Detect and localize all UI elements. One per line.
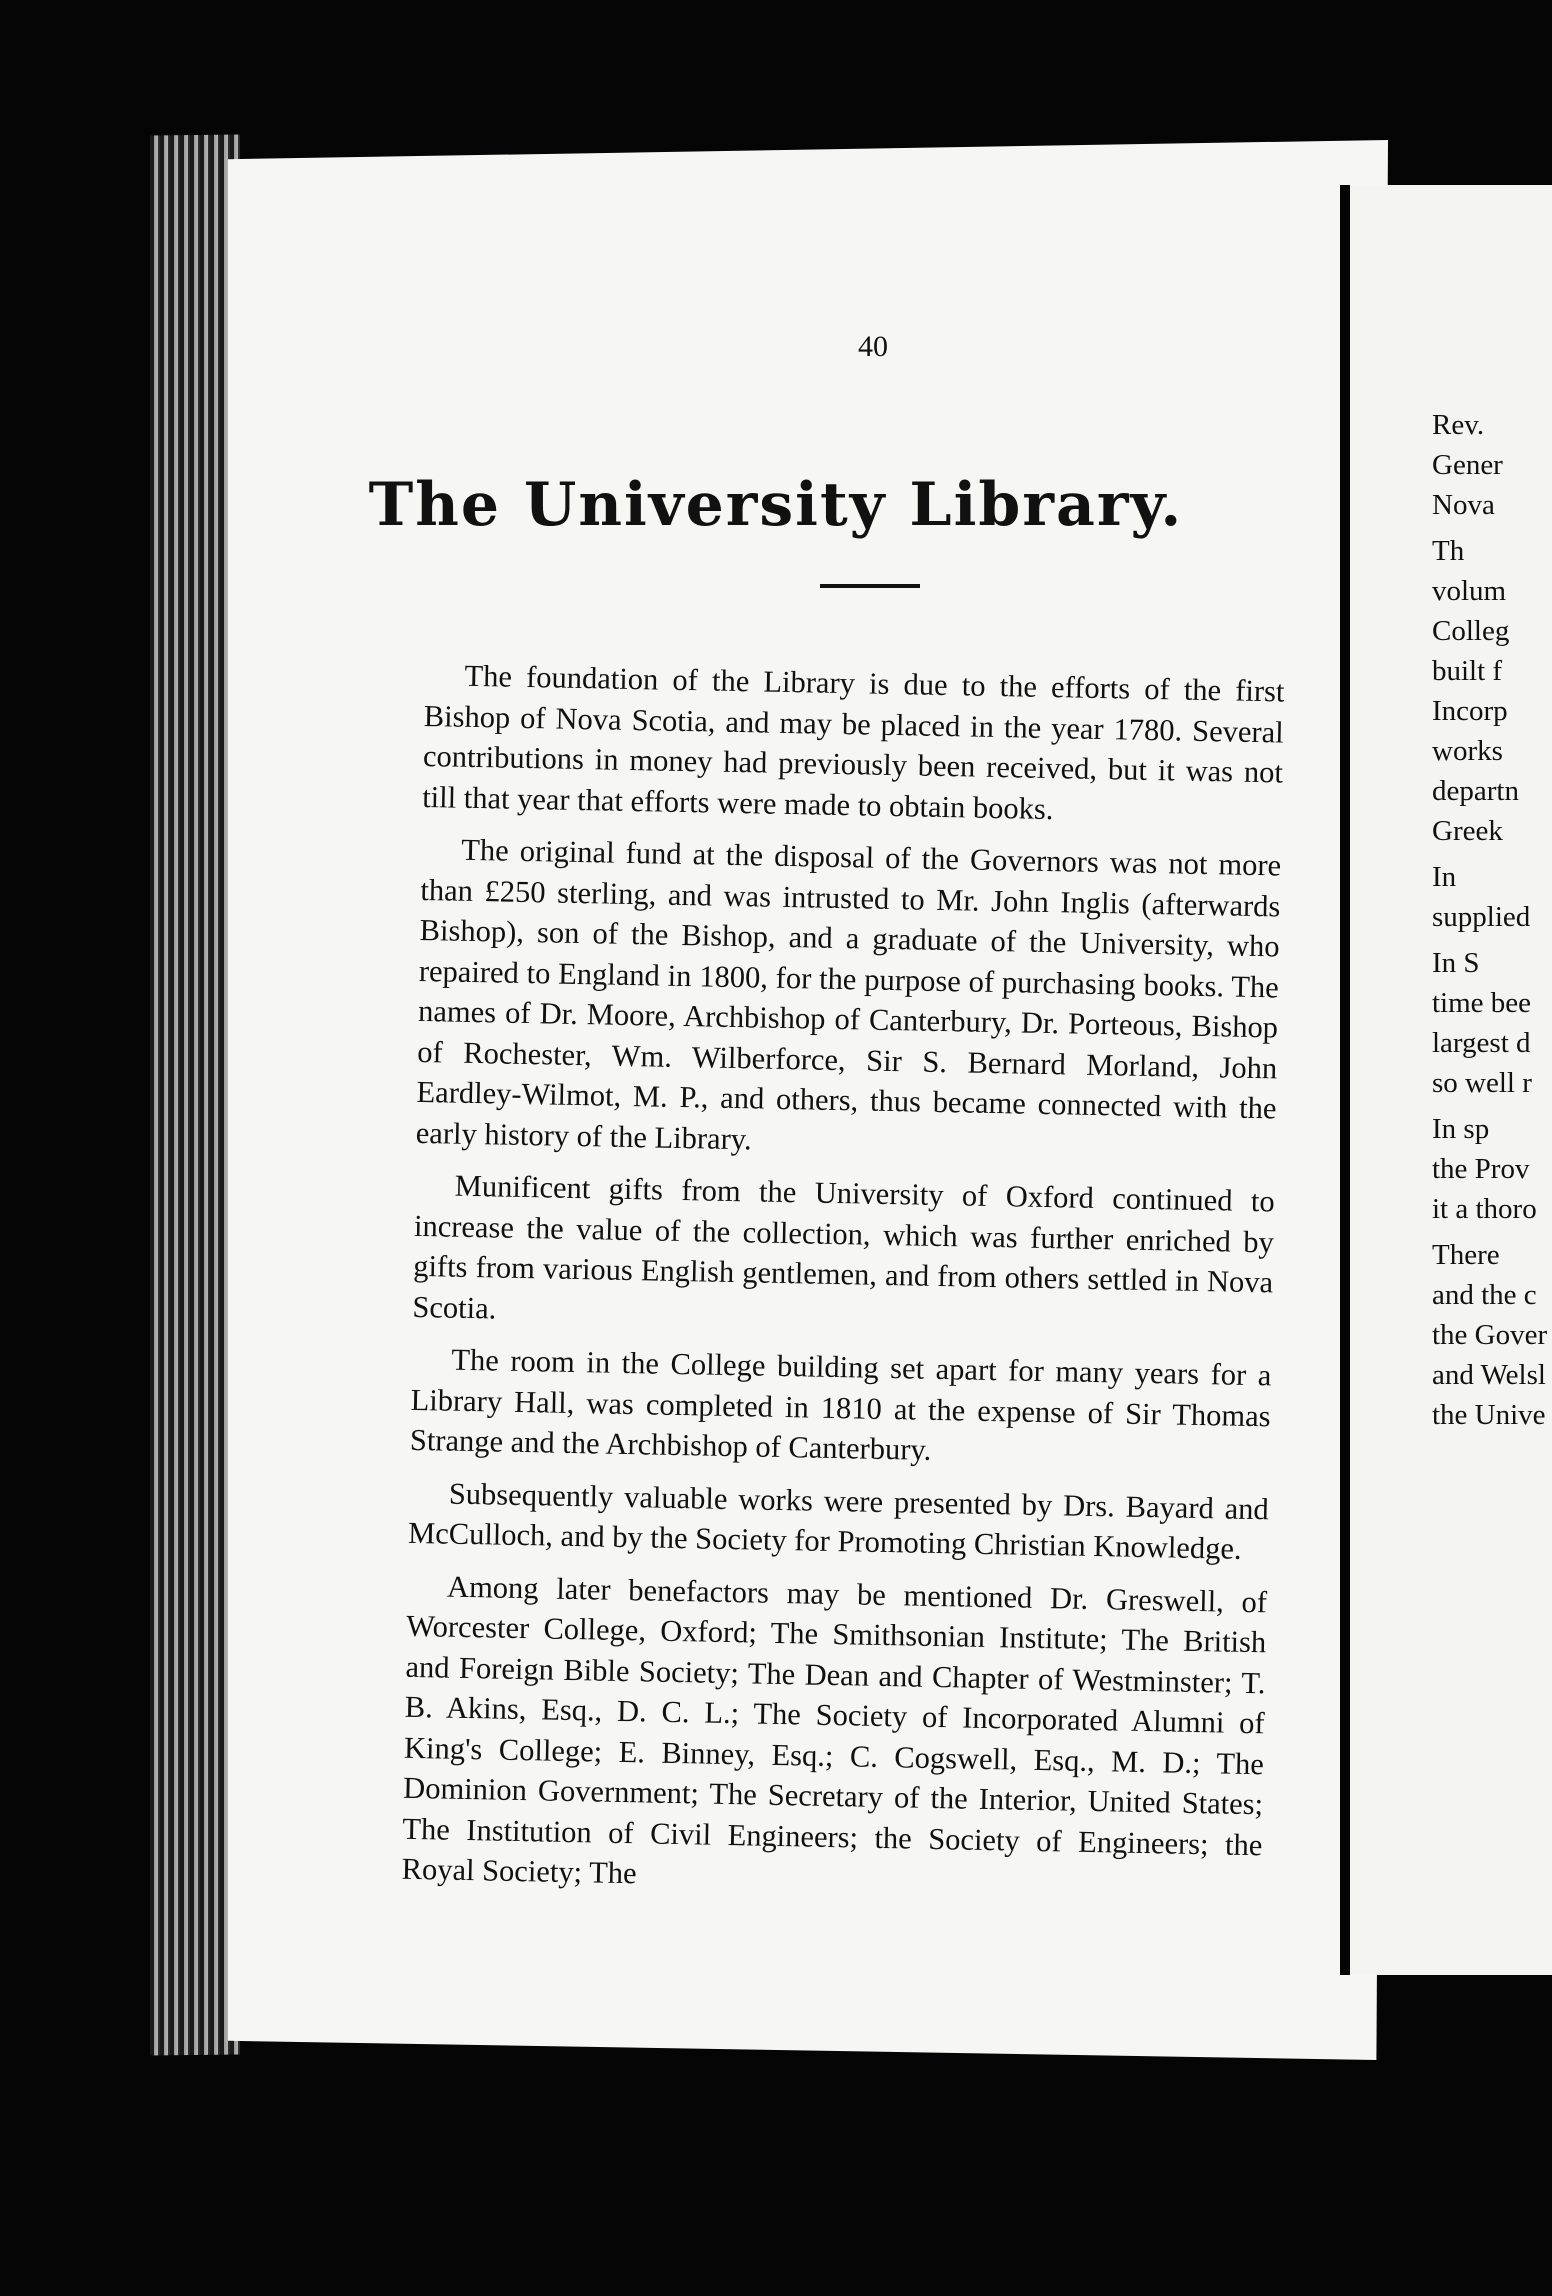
right-line: Colleg <box>1432 615 1510 647</box>
right-line: Gener <box>1432 449 1503 481</box>
paragraph: The original fund at the disposal of the Governors was not more than £250 sterling, and was intrusted to Mr. John Inglis (afterwards Bishop), son of the Bishop, and a graduate of the University, who repaired to England in 1800, for the purpose of purchasing books. The names of Dr. Moore, Archbishop of Canterbury, Dr. Porteous, Bishop of Rochester, Wm. Wilberforce, Sir S. Bernard Morland, John Eardley-Wilmot, M. P., and others, thus became connected with the early history of the Library. <box>415 832 1282 1156</box>
paragraph: The room in the College building set apart for many years for a Library Hall, was completed in 1810 at the expense of Sir Thomas Strange and the Archbishop of Canterbury. <box>409 1342 1272 1467</box>
right-line: departn <box>1432 775 1519 807</box>
page-title: The University Library. <box>368 470 1184 540</box>
paragraph: Among later benefactors may be mentioned Dr. Greswell, of Worcester College, Oxford; The Smithsonian Institute; The British and Foreign Bible Society; The Dean and Chapter of Westminster; T. B. Akins, Esq., D. C. L.; The Society of Incorporated Alumni of King's College; E. Binney, Esq.; C. Cogswell, Esq., M. D.; The Dominion Government; The Secretary of the Interior, United States; The Institution of Civil Engineers; the Society of Engineers; the Royal Society; The <box>401 1569 1268 1891</box>
right-line: largest d <box>1432 1027 1531 1059</box>
right-line: the Unive <box>1432 1399 1546 1431</box>
right-line: Rev. <box>1432 409 1485 441</box>
right-line: Greek <box>1432 815 1503 847</box>
title-rule <box>820 584 920 588</box>
right-line: Th <box>1432 535 1465 567</box>
right-line: In sp <box>1432 1113 1490 1145</box>
right-line: so well r <box>1432 1067 1532 1099</box>
right-line: and the c <box>1432 1279 1537 1311</box>
paragraph: Munificent gifts from the University of Oxford continued to increase the value of the collection, which was further enriched by gifts from various English gentlemen, and from others settled in Nova Scotia. <box>412 1168 1275 1325</box>
paragraph: The foundation of the Library is due to the efforts of the first Bishop of Nova Scotia, and may be placed in the year 1780. Several contributions in money had previously been received, but it was not till that year that efforts were made to obtain books. <box>421 658 1285 826</box>
right-line: In S <box>1432 947 1480 979</box>
right-line: built f <box>1432 655 1503 687</box>
right-line: supplied <box>1432 901 1531 933</box>
right-line: and Welsl <box>1432 1359 1546 1391</box>
body-text <box>401 655 1285 1918</box>
right-page-text <box>1432 405 1552 1435</box>
right-line: Incorp <box>1432 695 1508 727</box>
right-line: the Prov <box>1432 1153 1530 1185</box>
book-page-edges <box>150 135 240 2056</box>
right-line: volum <box>1432 575 1507 607</box>
page-number: 40 <box>858 330 888 363</box>
right-line: it a thoro <box>1432 1193 1537 1225</box>
right-line: time bee <box>1432 987 1532 1019</box>
right-line: Nova <box>1432 489 1495 521</box>
right-line: works <box>1432 735 1503 767</box>
right-line: There <box>1432 1239 1500 1271</box>
right-line: In <box>1432 861 1457 893</box>
paragraph: Subsequently valuable works were presented by Drs. Bayard and McCulloch, and by the Society for Promoting Christian Knowledge. <box>407 1476 1270 1566</box>
right-line: the Gover <box>1432 1319 1548 1351</box>
